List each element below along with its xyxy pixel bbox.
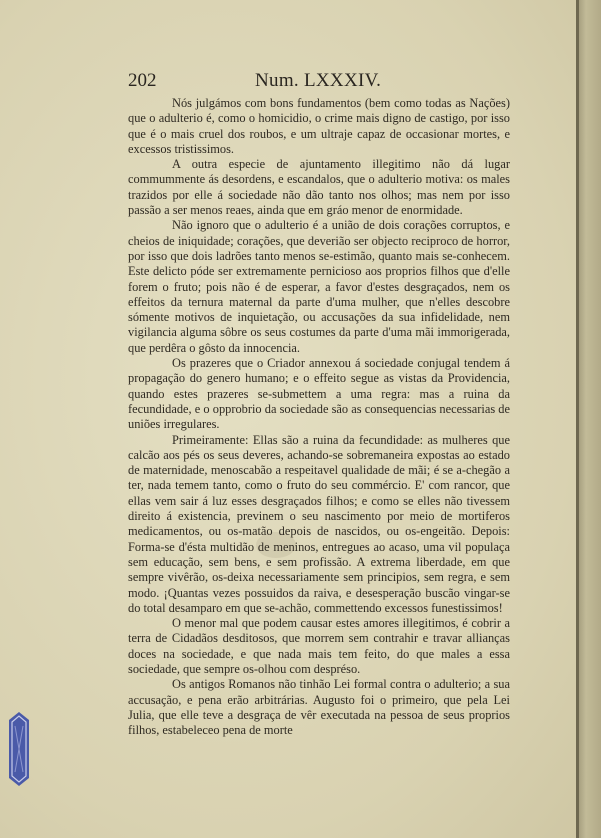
body-text bbox=[128, 96, 510, 738]
paragraph-5: Primeiramente: Ellas são a ruina da fecundidade: as mulheres que calcão aos pés os seus deveres, achando-se sobremaneira expostas ao estado de maternidade, menoscabão a respeitavel qualidade de mãi; é se a-chegão a ter, nada temem tanto, como o fruto do seu commércio. E' com rancor, que ellas vem sair á luz esses desgraçados filhos; e como se elles não tivessem direito á existencia, previnem o seu nascimento por meio de mortiferos medicamentos, ou os-matão depois de nascidos, ou os-engeitão. Depois: Forma-se d'ésta multidão de meninos, entregues ao acaso, uma vil populaça sem educação, sem bens, e sem profissão. A extrema liberdade, em que sempre vivêrão, os-deixa necessariamente sem principios, sem regra, e sem modo. ¡Quantas vezes possuidos da raiva, e desesperação buscão vingar-se do total desamparo em que se-achão, commettendo excessos funestissimos! bbox=[128, 432, 510, 615]
paragraph-3: Não ignoro que o adulterio é a união de dois corações corruptos, e cheios de iniquidade; corações, que deverião ser objecto reciproco de horror, por isso que dois ladrões tanto menos se-estimão, quanto mais se-conhecem. Este delicto póde ser extremamente pernicioso aos proprios filhos que d'elle forem o fruto; pois não é de esperar, a favor d'estes desgraçados, nem os effeitos da ternura maternal da parte d'uma mulher, que n'elles descobre sómente motivos de inquietação, ou accusações da sua infidelidade, nem vigilancia alguma sôbre os seus costumes da parte d'uma mãi immorigerada, que perdêra o gôsto da innocencia. bbox=[128, 218, 510, 355]
paragraph-7: Os antigos Romanos não tinhão Lei formal contra o adulterio; a sua accusação, e pena erão arbitrárias. Augusto foi o primeiro, que pela Lei Julia, que elle teve a desgraça de vêr executada na pessoa de seus proprios filhos, estabeleceo pena de morte bbox=[128, 677, 510, 738]
paragraph-4: Os prazeres que o Criador annexou á sociedade conjugal tendem á propagação do genero humano; e o effeito segue as vistas da Providencia, quando estes prazeres se-submettem a uma regra: mas a ruina da fecundidade, e o opprobrio da sociedade são as consequencias necessarias de uniões irregulares. bbox=[128, 356, 510, 432]
page-number: 202 bbox=[128, 70, 157, 91]
page-header bbox=[128, 70, 508, 94]
paragraph-2: A outra especie de ajuntamento illegitimo não dá lugar commummente ás desordens, e escandalos, que o adulterio motiva: os males trazidos por elle á sociedade não dão tanto nos olhos; mas nem por isso passão a ser menos reaes, ainda que em gráo menor de enormidade. bbox=[128, 157, 510, 218]
paragraph-6: O menor mal que podem causar estes amores illegitimos, é cobrir a terra de Cidadãos desditosos, que morrem sem contrahir e travar allianças doces na sociedade, e que nada mais tem feito, do que males a essa sociedade, que sempre os-olhou com despréso. bbox=[128, 616, 510, 676]
paragraph-1: Nós julgámos com bons fundamentos (bem como todas as Nações) que o adulterio é, como o homicidio, o crime mais digno de castigo, por isso que é o mais cruel dos roubos, e um ultraje capaz de occasionar mortes, e excessos tristissimos. bbox=[128, 96, 510, 156]
issue-title: Num. LXXXIV. bbox=[255, 70, 382, 91]
bookmark-ribbon-icon bbox=[9, 712, 29, 786]
page-fold bbox=[576, 0, 579, 838]
adjacent-page-edge bbox=[576, 0, 601, 838]
